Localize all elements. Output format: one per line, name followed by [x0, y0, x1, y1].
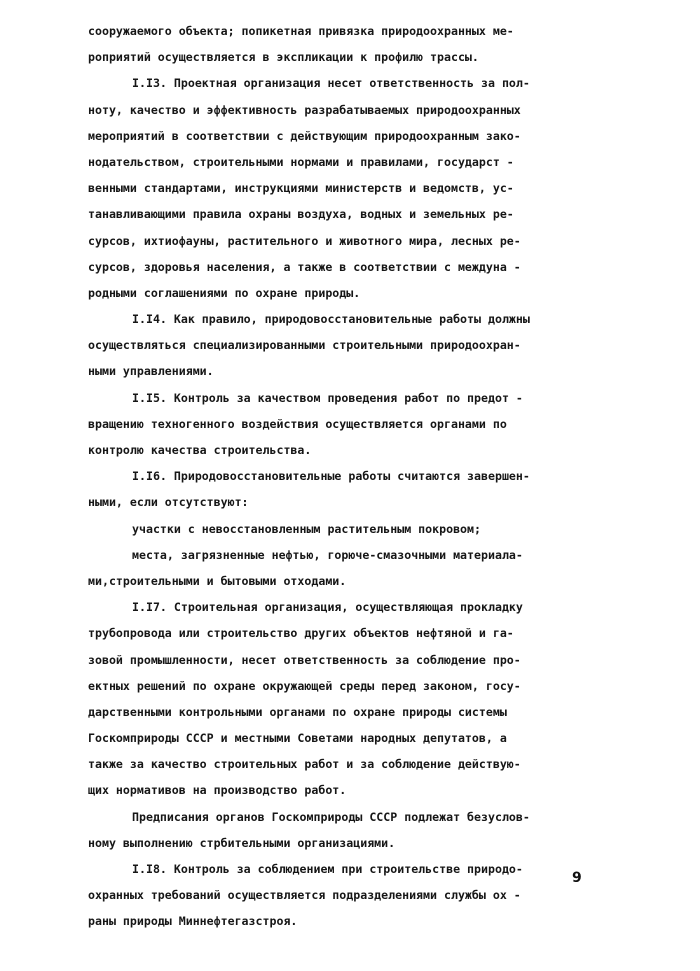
text-line: также за качество строительных работ и за соблюдение действую- [88, 757, 521, 772]
text-line: нодательством, строительными нормами и правилами, государст - [88, 154, 514, 169]
text-line: вращению техногенного воздействия осуществляется органами по [88, 416, 507, 431]
text-line: щих нормативов на производство работ. [88, 783, 347, 798]
text-line: контролю качества строительства. [88, 443, 312, 457]
text-line: I.I7. Строительная организация, осуществляющая прокладку [132, 600, 523, 615]
text-line: сурсов, здоровья населения, а также в соответствии с междуна - [88, 259, 521, 274]
text-line: ноту, качество и эффективность разрабатываемых природоохранных [88, 102, 521, 117]
text-line: I.I4. Как правило, природовосстановительные работы должны [132, 312, 530, 327]
text-line: ми,строительными и бытовыми отходами. [88, 573, 347, 588]
text-line: охранных требований осуществляется подразделениями службы ох - [88, 888, 521, 903]
text-line: роприятий осуществляется в экспликации к профилю трассы. [88, 50, 479, 65]
text-line: ными, если отсутствуют: [88, 495, 249, 510]
text-line: танавливающими правила охраны воздуха, водных и земельных ре- [88, 207, 514, 222]
text-line: родными соглашениями по охране природы. [88, 285, 361, 300]
text-line: I.I6. Природовосстановительные работы считаются завершен- [132, 469, 530, 484]
text-line: дарственными контрольными органами по охране природы системы [88, 704, 507, 719]
text-line: осуществляться специализированными строительными природоохран- [88, 338, 521, 353]
text-line: Госкомприроды СССР и местными Советами народных депутатов, а [88, 731, 507, 746]
text-line: венными стандартами, инструкциями министерств и ведомств, ус- [88, 181, 514, 196]
text-line: сурсов, ихтиофауны, растительного и животного мира, лесных ре- [88, 233, 521, 248]
body-text [88, 18, 608, 935]
page-number: 9 [572, 870, 582, 886]
text-line: раны природы Миннефтегазстроя. [88, 914, 298, 929]
text-line: Предписания органов Госкомприроды СССР подлежат безуслов- [132, 809, 530, 824]
text-line: ными управлениями. [88, 364, 214, 379]
text-line: участки с невосстановленным растительным покровом; [132, 521, 482, 536]
text-line: сооружаемого объекта; попикетная привязка природоохранных ме- [88, 24, 514, 38]
text-line: ектных решений по охране окружающей среды перед законом, госу- [88, 678, 521, 693]
text-line: места, загрязненные нефтью, горюче-смазочными материала- [132, 547, 523, 562]
text-line: I.I5. Контроль за качеством проведения работ по предот - [132, 390, 523, 405]
text-line: ному выполнению стрбительными организациями. [88, 835, 396, 850]
text-line: мероприятий в соответствии с действующим природоохранным зако- [88, 128, 521, 143]
text-line: зовой промышленности, несет ответственность за соблюдение про- [88, 652, 521, 667]
text-line: I.I3. Проектная организация несет ответственность за пол- [132, 76, 530, 91]
text-line: I.I8. Контроль за соблюдением при строительстве природо- [132, 862, 523, 876]
text-line: трубопровода или строительство других объектов нефтяной и га- [88, 626, 514, 641]
